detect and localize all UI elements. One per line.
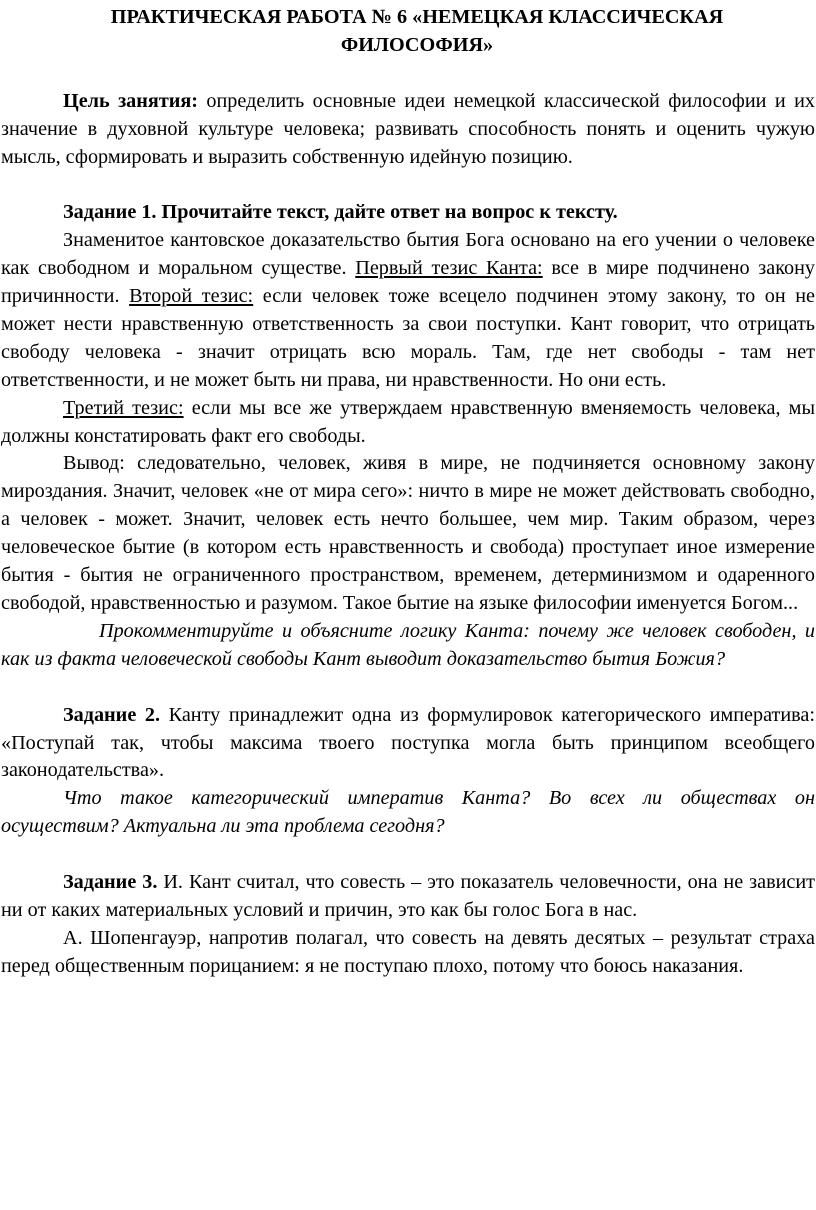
task3-paragraph-1 <box>1 869 815 925</box>
task1-heading: Задание 1. Прочитайте текст, дайте ответ на вопрос к тексту. <box>63 201 618 224</box>
task2-paragraph <box>1 702 815 786</box>
task2-text: Канту принадлежит одна из формулировок категорического императива: «Поступай так, чтобы максима твоего поступка могла быть принципом всеобщего законодательства». <box>1 703 815 782</box>
task1-question: Прокомментируйте и объясните логику Канта: почему же человек свободен, и как из факта человеческой свободы Кант выводит доказательство бытия Божия? <box>1 619 815 670</box>
task3-paragraph-2: А. Шопенгауэр, напротив полагал, что совесть на девять десятых – результат страха перед общественным порицанием: я не поступаю плохо, потому что боюсь наказания. <box>1 926 815 977</box>
task1-intro: Знаменитое кантовское доказательство бытия Бога основано на его учении о человеке как свободном и моральном существе. <box>1 229 815 280</box>
goal-text: определить основные идеи немецкой классической философии и их значение в духовной культуре человека; развивать способность понять и оценить чужую мысль, сформировать и выразить собственную идейную позицию. <box>1 89 815 168</box>
task1-paragraph-2 <box>1 395 815 451</box>
task1-paragraph-1 <box>1 227 815 394</box>
task2-question: Что такое категорический императив Канта? Во всех ли обществах он осуществим? Актуальна ли эта проблема сегодня? <box>1 787 815 838</box>
spacer <box>1 60 815 88</box>
spacer <box>1 841 815 869</box>
thesis2-label: Второй тезис: <box>129 285 254 308</box>
spacer <box>1 674 815 702</box>
thesis3-text: если мы все же утверждаем нравственную вменяемость человека, мы должны констатировать факт его свободы. <box>1 396 816 447</box>
task3-label: Задание 3. <box>63 871 158 894</box>
task1-conclusion: Вывод: следовательно, человек, живя в мире, не подчиняется основному закону мироздания. Значит, человек «не от мира сего»: ничто в мире не может действовать свободно, а человек - может. Значит, человек есть нечто большее, чем мир. Таким образом, через человеческое бытие (в котором есть нравственность и свобода) проступает иное измерение бытия - бытия не ограниченного пространством, временем, детерминизмом и одаренного свободой, нравственностью и разумом. Такое бытие на языке философии именуется Богом... <box>1 452 815 614</box>
thesis2-text: если человек тоже всецело подчинен этому закону, то он не может нести нравственную ответственность за свои поступки. Кант говорит, что отрицать свободу человека - значит отрицать всю мораль. Там, где нет свободы - там нет ответственности, и не может быть ни права, ни нравственности. Но они есть. <box>1 285 816 391</box>
goal-paragraph <box>1 88 815 172</box>
spacer <box>1 171 815 199</box>
page-title: ПРАКТИЧЕСКАЯ РАБОТА № 6 «НЕМЕЦКАЯ КЛАССИЧЕСКАЯ ФИЛОСОФИЯ» <box>110 6 724 56</box>
thesis1-text: все в мире подчинено закону причинности. <box>1 257 816 308</box>
task3-text: И. Кант считал, что совесть – это показатель человечности, она не зависит ни от каких материальных условий и причин, это как бы голос Бога в нас. <box>1 871 816 921</box>
thesis1-label: Первый тезис Канта: <box>355 257 543 280</box>
thesis3-label: Третий тезис: <box>63 396 184 419</box>
task2-label: Задание 2. <box>63 703 161 726</box>
goal-label: Цель занятия: <box>63 89 199 112</box>
